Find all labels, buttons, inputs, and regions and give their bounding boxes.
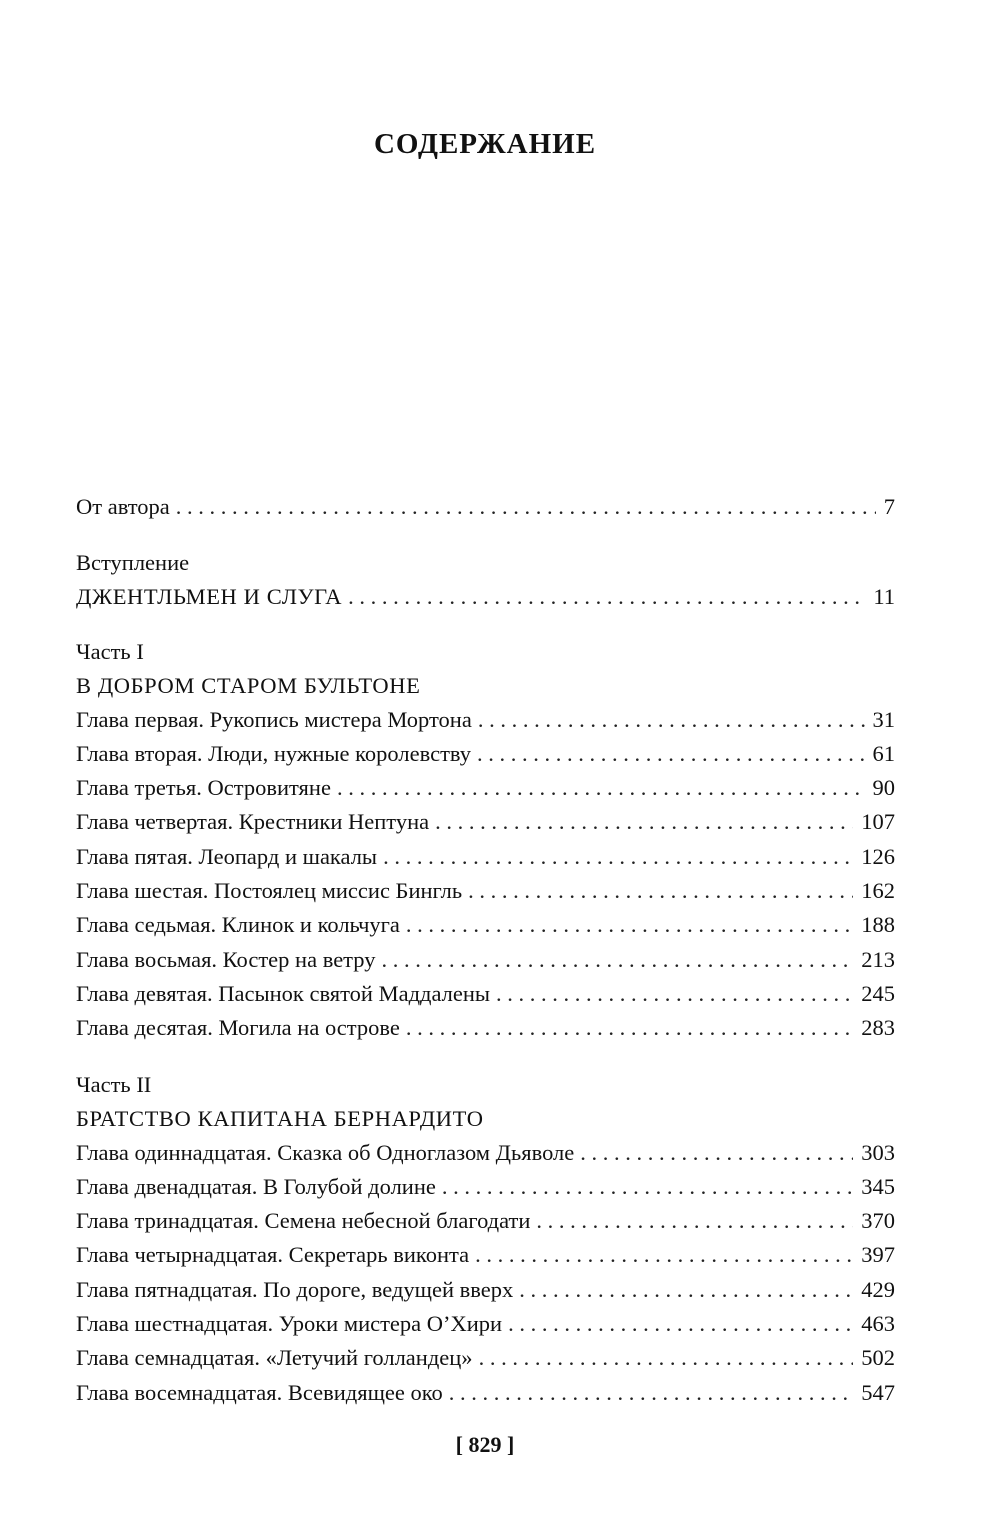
dot-leader (478, 703, 865, 737)
toc-entry-page: 162 (861, 878, 895, 904)
toc-entry-page: 283 (861, 1015, 895, 1041)
toc-entry-page: 90 (872, 775, 895, 801)
dot-leader (406, 908, 853, 942)
dot-leader (382, 943, 854, 977)
toc-entry-label: Глава третья. Островитяне (76, 775, 331, 801)
spacer (76, 615, 895, 635)
toc-entry-label: Глава пятая. Леопард и шакалы (76, 843, 378, 869)
toc-entry-label: Глава шестая. Постоялец миссис Бингль (76, 878, 463, 904)
toc-entry-label: Глава двенадцатая. В Голубой долине (76, 1173, 436, 1199)
dot-leader (449, 1376, 853, 1410)
toc-entry-label: Глава семнадцатая. «Летучий голландец» (76, 1345, 473, 1371)
spacer (76, 1046, 895, 1068)
toc-entry-page: 303 (861, 1139, 895, 1165)
toc-entry-page: 213 (861, 946, 895, 972)
toc-entry-label: Глава четвертая. Крестники Нептуна (76, 809, 430, 835)
toc-entry-label: Глава восемнадцатая. Всевидящее око (76, 1379, 443, 1405)
toc-entry-chapter (76, 1273, 895, 1307)
toc-entry-page: 126 (861, 843, 895, 869)
toc-entry-chapter (76, 1011, 895, 1045)
page-number: [ 829 ] (455, 1432, 515, 1457)
toc-entry-chapter (76, 1238, 895, 1272)
dot-leader (435, 805, 853, 839)
toc-entry-page: 31 (872, 706, 895, 732)
dot-leader (406, 1011, 853, 1045)
toc-entry-chapter (76, 1136, 895, 1170)
toc-entry-page: 502 (861, 1345, 895, 1371)
toc-entry-page: 188 (861, 912, 895, 938)
toc-entry-page: 345 (861, 1173, 895, 1199)
toc-entry-label: ДЖЕНТЛЬМЕН И СЛУГА (76, 584, 343, 610)
toc-entry-label: Глава четырнадцатая. Секретарь виконта (76, 1242, 470, 1268)
dot-leader (496, 977, 853, 1011)
toc-entry-page: 11 (873, 584, 895, 610)
part2-title: БРАТСТВО КАПИТАНА БЕРНАРДИТО (76, 1105, 484, 1131)
toc-entry-chapter (76, 1376, 895, 1410)
dot-leader (176, 490, 876, 524)
toc-entry-chapter (76, 805, 895, 839)
toc-entry-chapter (76, 771, 895, 805)
toc-entry-chapter (76, 977, 895, 1011)
toc-entry-chapter (76, 908, 895, 942)
toc-entry-chapter (76, 1341, 895, 1375)
dot-leader (580, 1136, 853, 1170)
dot-leader (475, 1238, 853, 1272)
toc-entry-label: Глава тринадцатая. Семена небесной благодати (76, 1208, 531, 1234)
part2-chapter-list (76, 1136, 895, 1410)
toc-entry-label: Глава одиннадцатая. Сказка об Одноглазом Дьяволе (76, 1139, 575, 1165)
toc-entry-label: Глава шестнадцатая. Уроки мистера О’Хири (76, 1311, 503, 1337)
toc-entry-page: 370 (861, 1208, 895, 1234)
table-of-contents (76, 490, 895, 1410)
part1-chapter-list (76, 703, 895, 1046)
toc-entry-chapter (76, 943, 895, 977)
toc-entry-chapter (76, 737, 895, 771)
toc-entry-author-note (76, 490, 895, 524)
toc-entry-page: 107 (861, 809, 895, 835)
toc-entry-page: 245 (861, 980, 895, 1006)
toc-entry-label: Глава седьмая. Клинок и кольчуга (76, 912, 400, 938)
toc-entry-chapter (76, 1307, 895, 1341)
spacer (76, 524, 895, 546)
toc-entry-label: Глава первая. Рукопись мистера Мортона (76, 706, 472, 732)
dot-leader (337, 771, 865, 805)
dot-leader (442, 1170, 853, 1204)
toc-entry-intro (76, 580, 895, 614)
toc-entry-chapter (76, 1170, 895, 1204)
toc-entry-chapter (76, 703, 895, 737)
dot-leader (383, 840, 853, 874)
toc-entry-chapter (76, 1204, 895, 1238)
toc-entry-chapter (76, 874, 895, 908)
toc-entry-page: 61 (872, 740, 895, 766)
part1-caption: Часть I (76, 638, 144, 664)
toc-entry-label: Глава пятнадцатая. По дороге, ведущей вверх (76, 1276, 514, 1302)
toc-entry-page: 397 (861, 1242, 895, 1268)
toc-entry-label: Глава вторая. Люди, нужные королевству (76, 740, 472, 766)
dot-leader (479, 1341, 854, 1375)
toc-entry-label: Глава десятая. Могила на острове (76, 1015, 400, 1041)
part1-title: В ДОБРОМ СТАРОМ БУЛЬТОНЕ (76, 672, 421, 698)
dot-leader (348, 580, 865, 614)
dot-leader (536, 1204, 853, 1238)
toc-entry-label: От автора (76, 494, 170, 519)
page-title: СОДЕРЖАНИЕ (373, 128, 597, 160)
toc-entry-page: 7 (883, 494, 895, 519)
toc-entry-page: 547 (861, 1379, 895, 1405)
dot-leader (477, 737, 864, 771)
toc-entry-page: 429 (861, 1276, 895, 1302)
dot-leader (519, 1273, 853, 1307)
dot-leader (468, 874, 853, 908)
part2-caption: Часть II (76, 1071, 152, 1097)
toc-entry-chapter (76, 840, 895, 874)
toc-entry-label: Глава восьмая. Костер на ветру (76, 946, 376, 972)
dot-leader (508, 1307, 853, 1341)
toc-entry-label: Глава девятая. Пасынок святой Маддалены (76, 980, 491, 1006)
intro-caption: Вступление (76, 550, 190, 576)
toc-entry-page: 463 (861, 1311, 895, 1337)
